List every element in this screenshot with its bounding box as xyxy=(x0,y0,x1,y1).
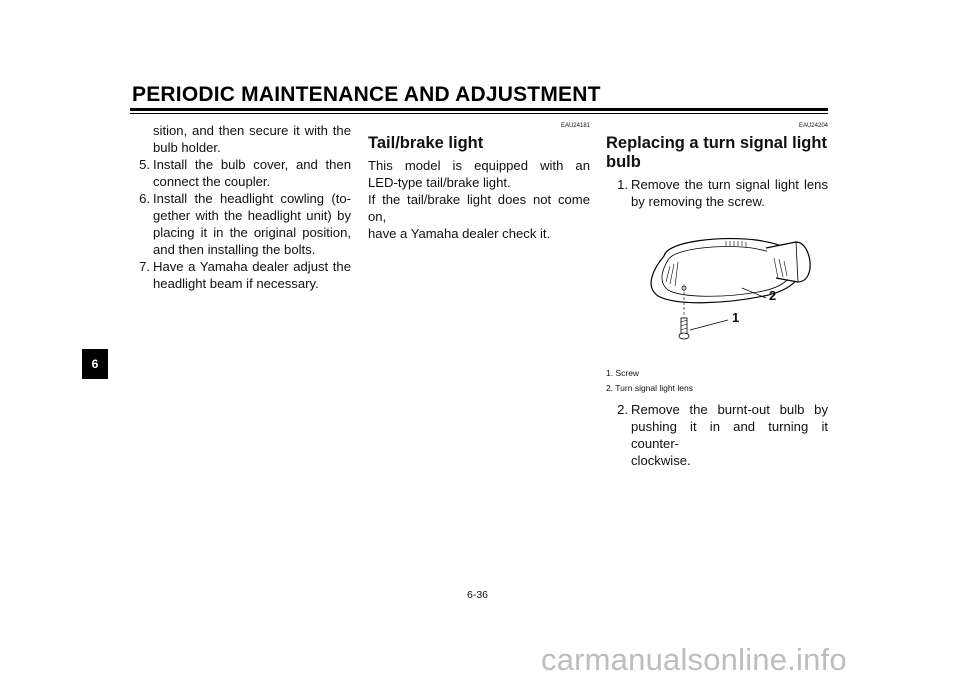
turn-signal-illustration xyxy=(606,226,828,364)
step-item-1 xyxy=(606,176,828,210)
step-item-7 xyxy=(122,258,351,292)
text-line: Remove the burnt-out bulb by xyxy=(631,402,828,417)
text-line: Install the bulb cover, and then xyxy=(153,157,351,172)
text-line: If the tail/brake light does not come on, xyxy=(368,192,590,224)
text-line: connect the coupler. xyxy=(153,174,271,189)
text-line: sition, and then secure it with the xyxy=(153,123,351,138)
text-line: Install the headlight cowling (to- xyxy=(153,191,351,206)
text-line: This model is equipped with an xyxy=(368,158,590,173)
caption-item: 2. Turn signal light lens xyxy=(606,383,693,393)
caption-item: 1. Screw xyxy=(606,368,640,378)
page-title: PERIODIC MAINTENANCE AND ADJUSTMENT xyxy=(132,83,601,106)
callout-2: 2 xyxy=(769,288,777,303)
text-line: pushing it in and turning it counter- xyxy=(631,419,828,451)
header-rule-thick xyxy=(130,108,828,111)
text-line: and then installing the bolts. xyxy=(153,242,316,257)
text-line: clockwise. xyxy=(631,453,691,468)
text-line: bulb holder. xyxy=(153,140,221,155)
step-number: 1. xyxy=(617,177,628,192)
step-item-2 xyxy=(606,401,828,469)
heading-line: bulb xyxy=(606,153,641,171)
figure-caption xyxy=(606,366,828,396)
turn-signal-figure xyxy=(606,226,828,364)
step-number: 5. xyxy=(139,157,150,172)
column-left xyxy=(122,122,351,292)
text-line: Remove the turn signal light lens xyxy=(631,177,828,192)
text-line: by removing the screw. xyxy=(631,194,765,209)
callout-1: 1 xyxy=(732,310,740,325)
text-line: gether with the headlight unit) by xyxy=(153,208,351,223)
step-continuation xyxy=(122,122,351,156)
watermark: carmanualsonline.info xyxy=(541,642,847,677)
section-heading: Tail/brake light xyxy=(368,134,484,152)
column-middle xyxy=(368,122,590,242)
step-number: 7. xyxy=(139,259,150,274)
section-code: EAU24204 xyxy=(798,123,828,129)
step-number: 2. xyxy=(617,402,628,417)
paragraph xyxy=(368,157,590,242)
step-item-5 xyxy=(122,156,351,190)
header-rule-thin xyxy=(130,113,828,114)
step-number: 6. xyxy=(139,191,150,206)
text-line: headlight beam if necessary. xyxy=(153,276,319,291)
page-number: 6-36 xyxy=(467,589,489,601)
text-line: placing it in the original position, xyxy=(153,225,351,240)
section-heading xyxy=(606,134,828,172)
column-right xyxy=(606,122,828,469)
step-item-6 xyxy=(122,190,351,258)
text-line: Have a Yamaha dealer adjust the xyxy=(153,259,351,274)
text-line: have a Yamaha dealer check it. xyxy=(368,226,551,241)
heading-line: Replacing a turn signal light xyxy=(606,134,827,152)
chapter-tab: 6 xyxy=(82,349,108,379)
section-code: EAU24181 xyxy=(560,123,590,129)
text-line: LED-type tail/brake light. xyxy=(368,175,511,190)
